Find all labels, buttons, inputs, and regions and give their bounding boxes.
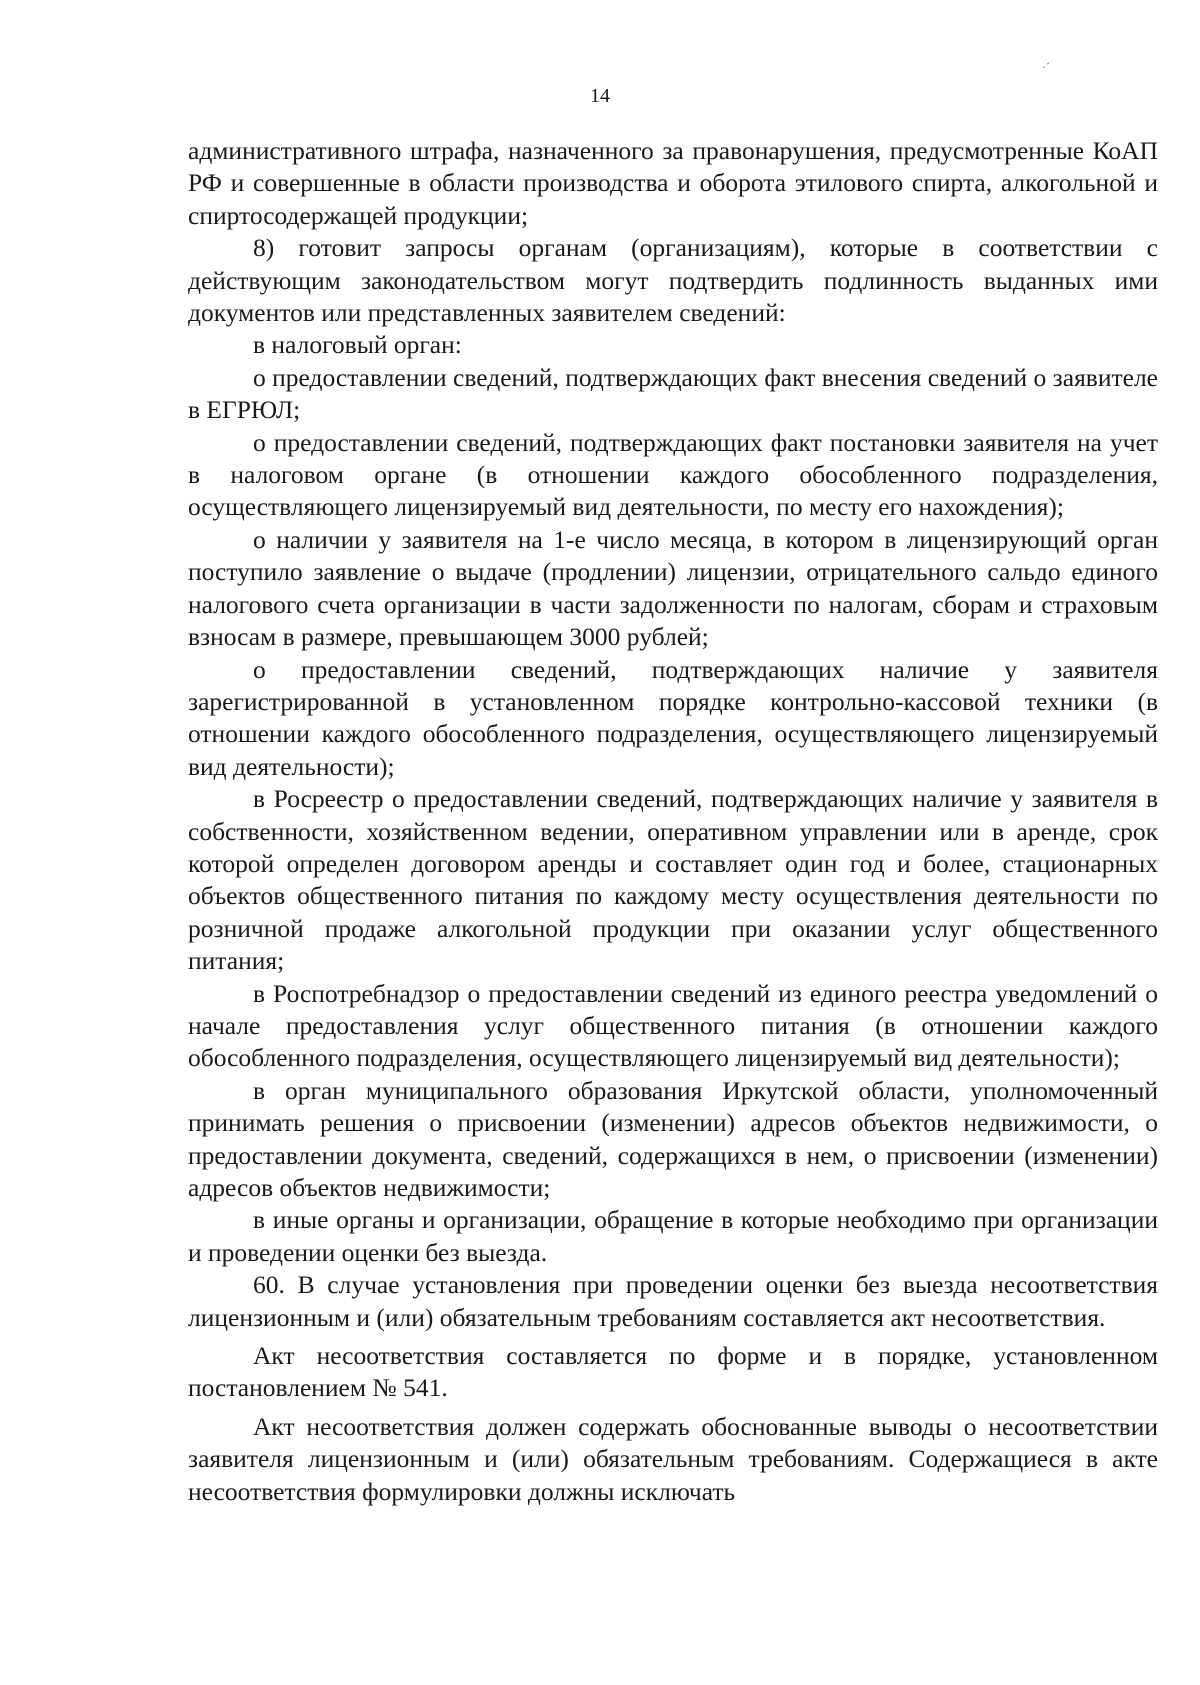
paragraph-other-bodies: в иные органы и организации, обращение в которые необходимо при организации и проведении оценки без выезда. — [188, 1205, 1158, 1267]
paragraph-rosreestr: в Росреестр о предоставлении сведений, подтверждающих наличие у заявителя в собственности, хозяйственном ведении, оперативном управлении или в аренде, срок которой определен договором аренды и составляет один год и более, стационарных объектов общественного питания по каждому месту осуществления деятельности по розничной продаже алкогольной продукции при оказании услуг общественного питания; — [188, 784, 1158, 976]
document-body — [188, 135, 1158, 1508]
paragraph-act-content: Акт несоответствия должен содержать обоснованные выводы о несоответствии заявителя лицензионным и (или) обязательным требованиям. Содержащиеся в акте несоответствия формулировки должны исключать — [188, 1411, 1158, 1506]
paragraph-negative-balance: о наличии у заявителя на 1-е число месяца, в котором в лицензирующий орган поступило заявление о выдаче (продлении) лицензии, отрицательного сальдо единого налогового счета организации в части задолженности по налогам, сборам и страховым взносам в размере, превышающем 3000 рублей; — [188, 524, 1158, 652]
page-number: 14 — [590, 85, 610, 107]
paragraph-cash-register: о предоставлении сведений, подтверждающих наличие у заявителя зарегистрированной в установленном порядке контрольно-кассовой техники (в отношении каждого обособленного подразделения, осуществляющего лицензируемый вид деятельности); — [188, 654, 1158, 781]
paragraph-act-form: Акт несоответствия составляется по форме и в порядке, установленном постановлением № 541. — [188, 1341, 1158, 1403]
paragraph-rospotrebnadzor: в Роспотребнадзор о предоставлении сведений из единого реестра уведомлений о начале предоставления услуг общественного питания (в отношении каждого обособленного подразделения, осуществляющего лицензируемый вид деятельности); — [188, 978, 1158, 1073]
paragraph-item-60: 60. В случае установления при проведении оценки без выезда несоответствия лицензионным и (или) обязательным требованиям составляется акт несоответствия. — [188, 1270, 1158, 1332]
paragraph-municipal-body: в орган муниципального образования Иркутской области, уполномоченный принимать решения о присвоении (изменении) адресов объектов недвижимости, о предоставлении документа, сведений, содержащихся в нем, о присвоении (изменении) адресов объектов недвижимости; — [188, 1075, 1158, 1202]
paragraph-tax-authority: в налоговый орган: — [253, 330, 462, 360]
paragraph-item-8: 8) готовит запросы органам (организациям), которые в соответствии с действующим законодательством могут подтвердить подлинность выданных ими документов или представленных заявителем сведений: — [188, 233, 1158, 328]
paragraph-tax-registration: о предоставлении сведений, подтверждающих факт постановки заявителя на учет в налоговом органе (в отношении каждого обособленного подразделения, осуществляющего лицензируемый вид деятельности, по месту его нахождения); — [188, 427, 1158, 522]
paragraph-fine-continuation: административного штрафа, назначенного за правонарушения, предусмотренные КоАП РФ и совершенные в области производства и оборота этилового спирта, алкогольной и спиртосодержащей продукции; — [188, 136, 1158, 230]
paragraph-egrul: о предоставлении сведений, подтверждающих факт внесения сведений о заявителе в ЕГРЮЛ; — [188, 362, 1158, 425]
scan-speck: ·´ — [1042, 60, 1050, 74]
